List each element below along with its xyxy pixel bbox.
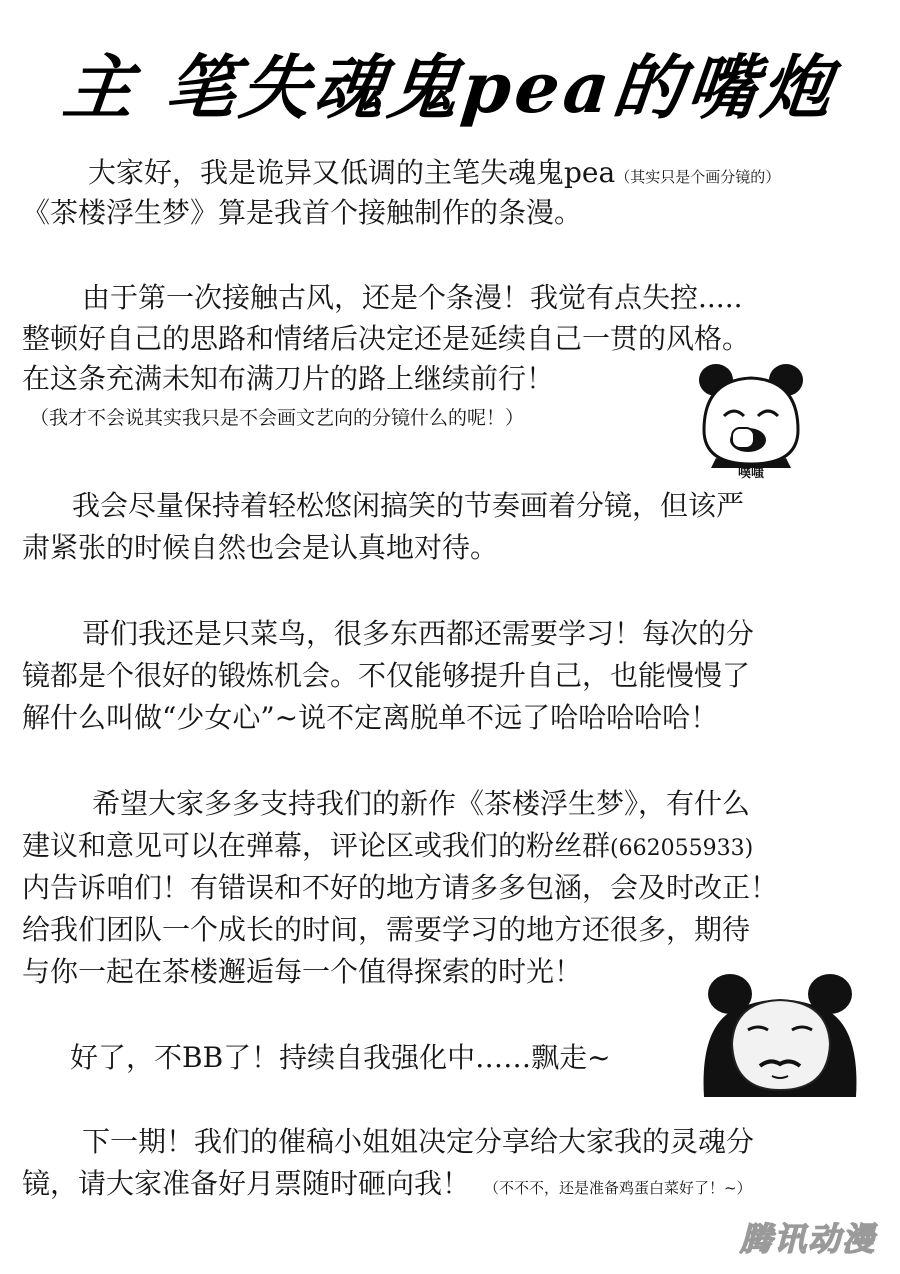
paragraph-2-line-2: 整顿好自己的思路和情绪后决定还是延续自己一贯的风格。: [22, 322, 751, 355]
paragraph-2-aside: （我才不会说其实我只是不会画文艺向的分镜什么的呢！）: [30, 407, 525, 429]
tencent-comic-watermark: 腾讯动漫: [740, 1220, 877, 1258]
paragraph-5-line-1: 希望大家多多支持我们的新作《茶楼浮生梦》，有什么: [92, 787, 751, 820]
paragraph-4-line-2: 镜都是个很好的锻炼机会。不仅能够提升自己，也能慢慢了: [22, 659, 751, 692]
paragraph-1-aside: （其实只是个画分镜的）: [615, 168, 781, 186]
paragraph-2-line-3: 在这条充满未知布满刀片的路上继续前行！: [22, 362, 555, 395]
paragraph-5-line-2-text: 建议和意见可以在弹幕，评论区或我们的粉丝群: [22, 829, 611, 862]
paragraph-5-line-4: 给我们团队一个成长的时间，需要学习的地方还很多，期待: [22, 913, 751, 946]
paragraph-2-line-1: 由于第一次接触古风，还是个条漫！我觉有点失控.....: [82, 281, 743, 314]
paragraph-1-line-2: 《茶楼浮生梦》算是我首个接触制作的条漫。: [22, 196, 583, 229]
paragraph-3-line-1: 我会尽量保持着轻松悠闲搞笑的节奏画着分镜，但该严: [72, 489, 745, 522]
paragraph-4-line-1: 哥们我还是只菜鸟，很多东西都还需要学习！每次的分: [82, 617, 755, 650]
page-title: 主 笔失魂鬼pea的嘴炮: [59, 46, 840, 129]
panda-smug-icon: [700, 972, 860, 1097]
paragraph-7-line-1: 下一期！我们的催稿小姐姐决定分享给大家我的灵魂分: [82, 1125, 755, 1158]
paragraph-1-line-1: [88, 153, 780, 197]
paragraph-7-line-2: [22, 1164, 752, 1208]
paragraph-7-line-2-text: 镜，请大家准备好月票随时砸向我！: [22, 1167, 471, 1200]
paragraph-5-line-3: 内告诉咱们！有错误和不好的地方请多多包涵，会及时改正！: [22, 871, 779, 904]
panda-laughing-icon: [696, 360, 806, 480]
paragraph-3-line-2: 肃紧张的时候自然也会是认真地对待。: [22, 531, 499, 564]
panda-sticker-smug: [700, 972, 860, 1097]
paragraph-1-line-1-text: 大家好，我是诡异又低调的主笔失魂鬼pea: [88, 156, 616, 189]
paragraph-6-line-1: 好了，不BB了！持续自我强化中……飘走~: [70, 1041, 611, 1074]
paragraph-4-line-3: 解什么叫做“少女心”~说不定离脱单不远了哈哈哈哈哈！: [22, 701, 719, 734]
panda-sticker-laughing: [696, 360, 806, 480]
paragraph-5-line-2: [22, 826, 753, 869]
fan-group-number: (662055933): [610, 836, 754, 861]
paragraph-7-aside: （不不不，还是准备鸡蛋白菜好了！~）: [484, 1179, 752, 1197]
panda-caption: 噗嗤: [737, 466, 765, 480]
paragraph-5-line-5: 与你一起在茶楼邂逅每一个值得探索的时光！: [22, 955, 583, 988]
